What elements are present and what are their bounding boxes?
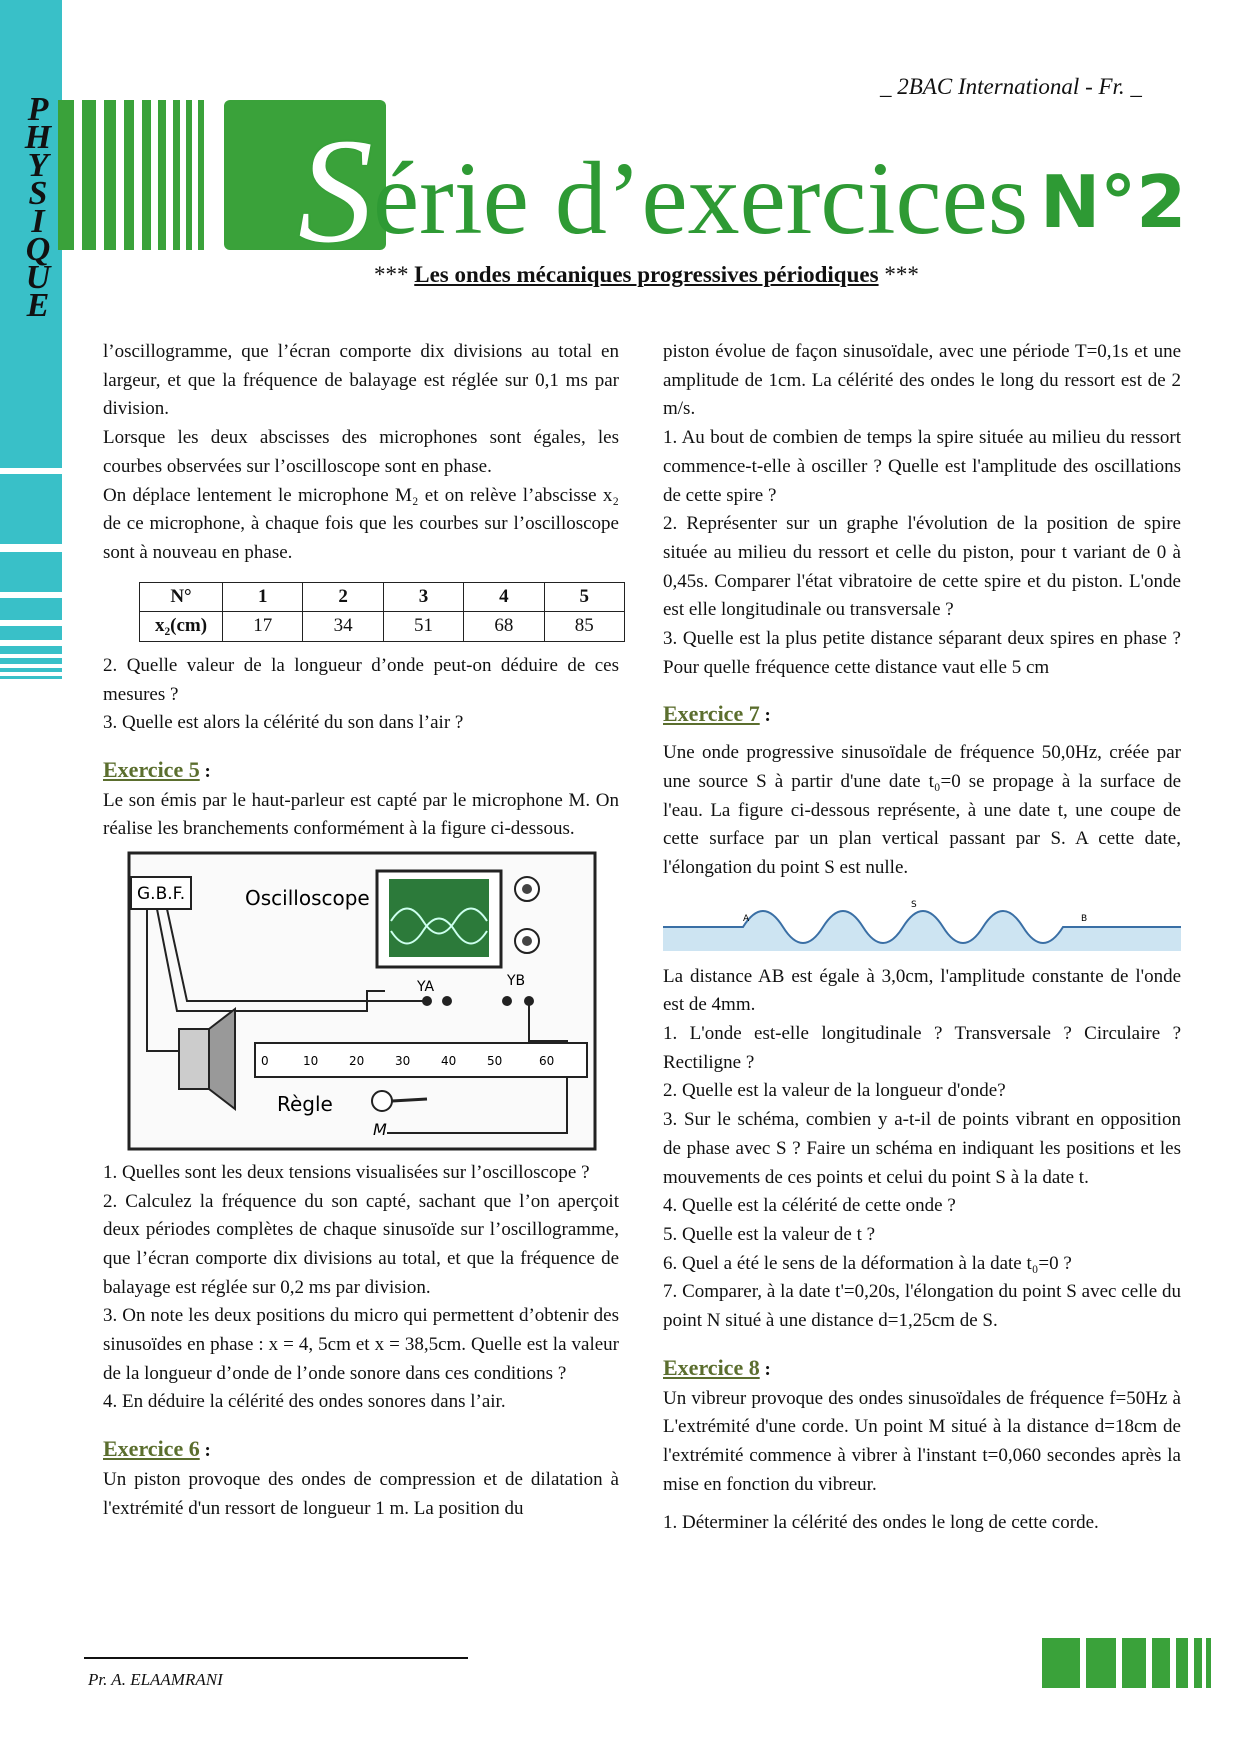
table-cell: 85: [544, 612, 624, 642]
paragraph: l’oscillogramme, que l’écran comporte dix divisions au total en largeur, et que la fréquence de balayage est réglée sur 0,1 ms par division.: [103, 341, 619, 420]
question: 2. Quelle valeur de la longueur d’onde peut-on déduire de ces mesures ?: [103, 655, 619, 705]
paragraph: La distance AB est égale à 3,0cm, l'amplitude constante de l'onde est de 4mm.: [663, 965, 1181, 1016]
question: 4. Quelle est la célérité de cette onde ?: [663, 1195, 956, 1217]
sidebar-band: [0, 668, 62, 672]
vertical-letter: S: [28, 175, 48, 212]
table-cell: 3: [383, 582, 463, 612]
question: 1. L'onde est-elle longitudinale ? Transversale ? Circulaire ? Rectiligne ?: [663, 1023, 1181, 1073]
ruler-tick: 20: [349, 1053, 365, 1068]
gbf-label: G.B.F.: [137, 883, 186, 904]
measurement-table: [139, 582, 625, 642]
vertical-letter: Q: [25, 231, 51, 268]
question: 2. Représenter sur un graphe l'évolution de la position de spire située au milieu du ressort et celle du piston, pour t variant de 0 à 0,45s. Comparer l'état vibratoire de cette spire et du piston. L'onde est elle longitudinale ou transversale ?: [663, 513, 1181, 621]
table-cell: 68: [464, 612, 544, 642]
exercise-6: Exercice 6 : Un piston provoque des ondes de compression et de dilatation à l'extrémité d'un ressort de longueur 1 m. La position du: [103, 1435, 619, 1523]
footer-rule: [84, 1657, 468, 1659]
question: 6. Quel a été le sens de la déformation à la date t₀=0 ?: [663, 1252, 1072, 1274]
ruler-tick: 10: [303, 1053, 319, 1068]
question: 4. En déduire la célérité des ondes sonores dans l’air.: [103, 1391, 506, 1413]
point-s-label: S: [911, 899, 917, 910]
table-cell: 1: [223, 582, 303, 612]
question: 1. Au bout de combien de temps la spire située au milieu du ressort commence-t-elle à osciller ? Quelle est l'amplitude des oscillations de cette spire ?: [663, 427, 1181, 506]
vertical-letter: P: [27, 91, 49, 128]
table-cell: 2: [303, 582, 383, 612]
table-cell: 5: [544, 582, 624, 612]
question: 1. Quelles sont les deux tensions visualisées sur l’oscilloscope ?: [103, 1161, 590, 1183]
point-b-label: B: [1081, 913, 1088, 924]
ya-label: YA: [417, 978, 435, 995]
sidebar: [0, 0, 64, 1754]
sidebar-band: [0, 474, 62, 544]
footer-bars: [1042, 1638, 1212, 1688]
footer-author: Pr. A. ELAAMRANI: [88, 1670, 223, 1689]
paragraph: Un piston provoque des ondes de compression et de dilatation à l'extrémité d'un ressort de longueur 1 m. La position du: [103, 1468, 619, 1519]
question: 7. Comparer, à la date t'=0,20s, l'élongation du point S avec celle du point N situé à une distance d=1,25cm de S.: [663, 1281, 1181, 1332]
paragraph: Un vibreur provoque des ondes sinusoïdales de fréquence f=50Hz à L'extrémité d'une corde. Un point M situé à la distance d=18cm de l'extrémité commence à vibrer à l'instant t=0,060 secondes après la mise en fonction du vibreur.: [663, 1387, 1181, 1495]
title-rest: érie d’exercices: [373, 141, 1029, 256]
paragraph: On déplace lentement le microphone M₂ et on relève l’abscisse x₂ de ce microphone, à chaque fois que les courbes sur l’oscilloscope sont à nouveau en phase.: [103, 484, 619, 563]
sidebar-band: [0, 646, 62, 654]
ruler-label: Règle: [277, 1091, 333, 1116]
vertical-letter: Y: [27, 147, 49, 184]
sidebar-band: [0, 598, 62, 620]
paragraph: piston évolue de façon sinusoïdale, avec une période T=0,1s et une amplitude de 1cm. La célérité des ondes le long du ressort est de 2 m/s.: [663, 341, 1181, 420]
question: 5. Quelle est la valeur de t ?: [663, 1223, 876, 1245]
sidebar-band: [0, 676, 62, 679]
ruler-tick: 40: [441, 1053, 457, 1068]
ruler-tick: 0: [261, 1053, 269, 1068]
exercise-title: Exercice 5: [103, 757, 200, 783]
paragraph: Une onde progressive sinusoïdale de fréquence 50,0Hz, créée par une source S à partir d'une date t₀=0 se propage à la surface de l'eau. La figure ci-dessous représente, à une date t, une coupe de cette surface par un plan vertical passant par S. A cette date, l'élongation du point S est nulle.: [663, 742, 1181, 878]
ruler-tick: 60: [539, 1053, 555, 1068]
table-cell: 51: [383, 612, 463, 642]
table-header: x₂(cm): [140, 612, 223, 642]
ruler-tick: 30: [395, 1053, 411, 1068]
paragraph: Le son émis par le haut-parleur est capté par le microphone M. On réalise les branchements conformément à la figure ci-dessous.: [103, 789, 619, 839]
point-a-label: A: [743, 913, 750, 924]
page-title: [298, 108, 1029, 274]
exercise-7: Exercice 7 : Une onde progressive sinusoïdale de fréquence 50,0Hz, créée par une source S à partir d'une date t₀=0 se propage à la surface de l'eau. La figure ci-dessous représente, à une date t, une coupe de cette surface par un plan vertical passant par S. A cette date, l'élongation du point S est nulle.: [663, 700, 1181, 882]
sidebar-band: [0, 658, 62, 664]
title-initial: S: [298, 108, 373, 274]
left-column: [103, 338, 619, 1523]
paragraph: Lorsque les deux abscisses des microphones sont égales, les courbes observées sur l’oscilloscope sont en phase.: [103, 427, 619, 477]
vertical-letter: H: [24, 119, 52, 156]
subtitle: *** Les ondes mécaniques progressives périodiques ***: [374, 262, 919, 287]
exercise-8: Exercice 8 : Un vibreur provoque des ondes sinusoïdales de fréquence f=50Hz à L'extrémité d'une corde. Un point M situé à la distance d=18cm de l'extrémité commence à vibrer à l'instant t=0,060 secondes après la mise en fonction du vibreur. 1. Déterminer la célérité des ondes le long de cette corde.: [663, 1354, 1181, 1538]
question: 3. Quelle est alors la célérité du son dans l’air ?: [103, 712, 464, 734]
vertical-letter: E: [26, 287, 50, 324]
question: 2. Calculez la fréquence du son capté, sachant que l’on aperçoit deux périodes complètes de chaque sinusoïde sur l’oscillogramme, que l’écran comporte dix divisions au total, et que la fréquence de balayage est réglée sur 0,2 ms par division.: [103, 1190, 619, 1298]
table-cell: 17: [223, 612, 303, 642]
right-column: [663, 338, 1181, 1538]
table-header: N°: [140, 582, 223, 612]
exercise-5: Exercice 5 : Le son émis par le haut-parleur est capté par le microphone M. On réalise les branchements conformément à la figure ci-dessous.: [103, 756, 619, 843]
sidebar-band: [0, 626, 62, 640]
vertical-word-physique: [18, 91, 58, 324]
oscilloscope-label: Oscilloscope: [245, 885, 370, 910]
yb-label: YB: [507, 972, 526, 989]
question: 2. Quelle est la valeur de la longueur d'onde?: [663, 1080, 1006, 1102]
subtitle-text: Les ondes mécaniques progressives périodiques: [414, 262, 879, 287]
ruler-tick: 50: [487, 1053, 503, 1068]
question: 3. Quelle est la plus petite distance séparant deux spires en phase ? Pour quelle fréquence cette distance vaut elle 5 cm: [663, 628, 1181, 678]
exercise-title: Exercice 6: [103, 1436, 200, 1462]
question: 3. On note les deux positions du micro qui permettent d’obtenir des sinusoïdes en phase : x = 4, 5cm et x = 38,5cm. Quelle est la valeur de la longueur d’onde de l’onde sonore dans ces conditions ?: [103, 1305, 619, 1384]
exercise-title: Exercice 8: [663, 1354, 760, 1380]
sidebar-band: [0, 552, 62, 592]
table-cell: 34: [303, 612, 383, 642]
title-number: N°2: [1040, 160, 1187, 244]
vertical-letter: I: [31, 203, 45, 240]
microphone-label: M: [373, 1119, 387, 1139]
table-cell: 4: [464, 582, 544, 612]
question: 1. Déterminer la célérité des ondes le long de cette corde.: [663, 1512, 1099, 1534]
vertical-letter: U: [25, 259, 51, 296]
water-wave-figure: [663, 897, 1181, 951]
oscilloscope-figure: [127, 851, 597, 1151]
exercise-title: Exercice 7: [663, 701, 760, 727]
level-label: _ 2BAC International - Fr. _: [880, 74, 1142, 99]
question: 3. Sur le schéma, combien y a-t-il de points vibrant en opposition de phase avec S ? Faire un schéma en indiquant les positions et les mouvements de ces points et celui du point S à la date t.: [663, 1109, 1181, 1188]
